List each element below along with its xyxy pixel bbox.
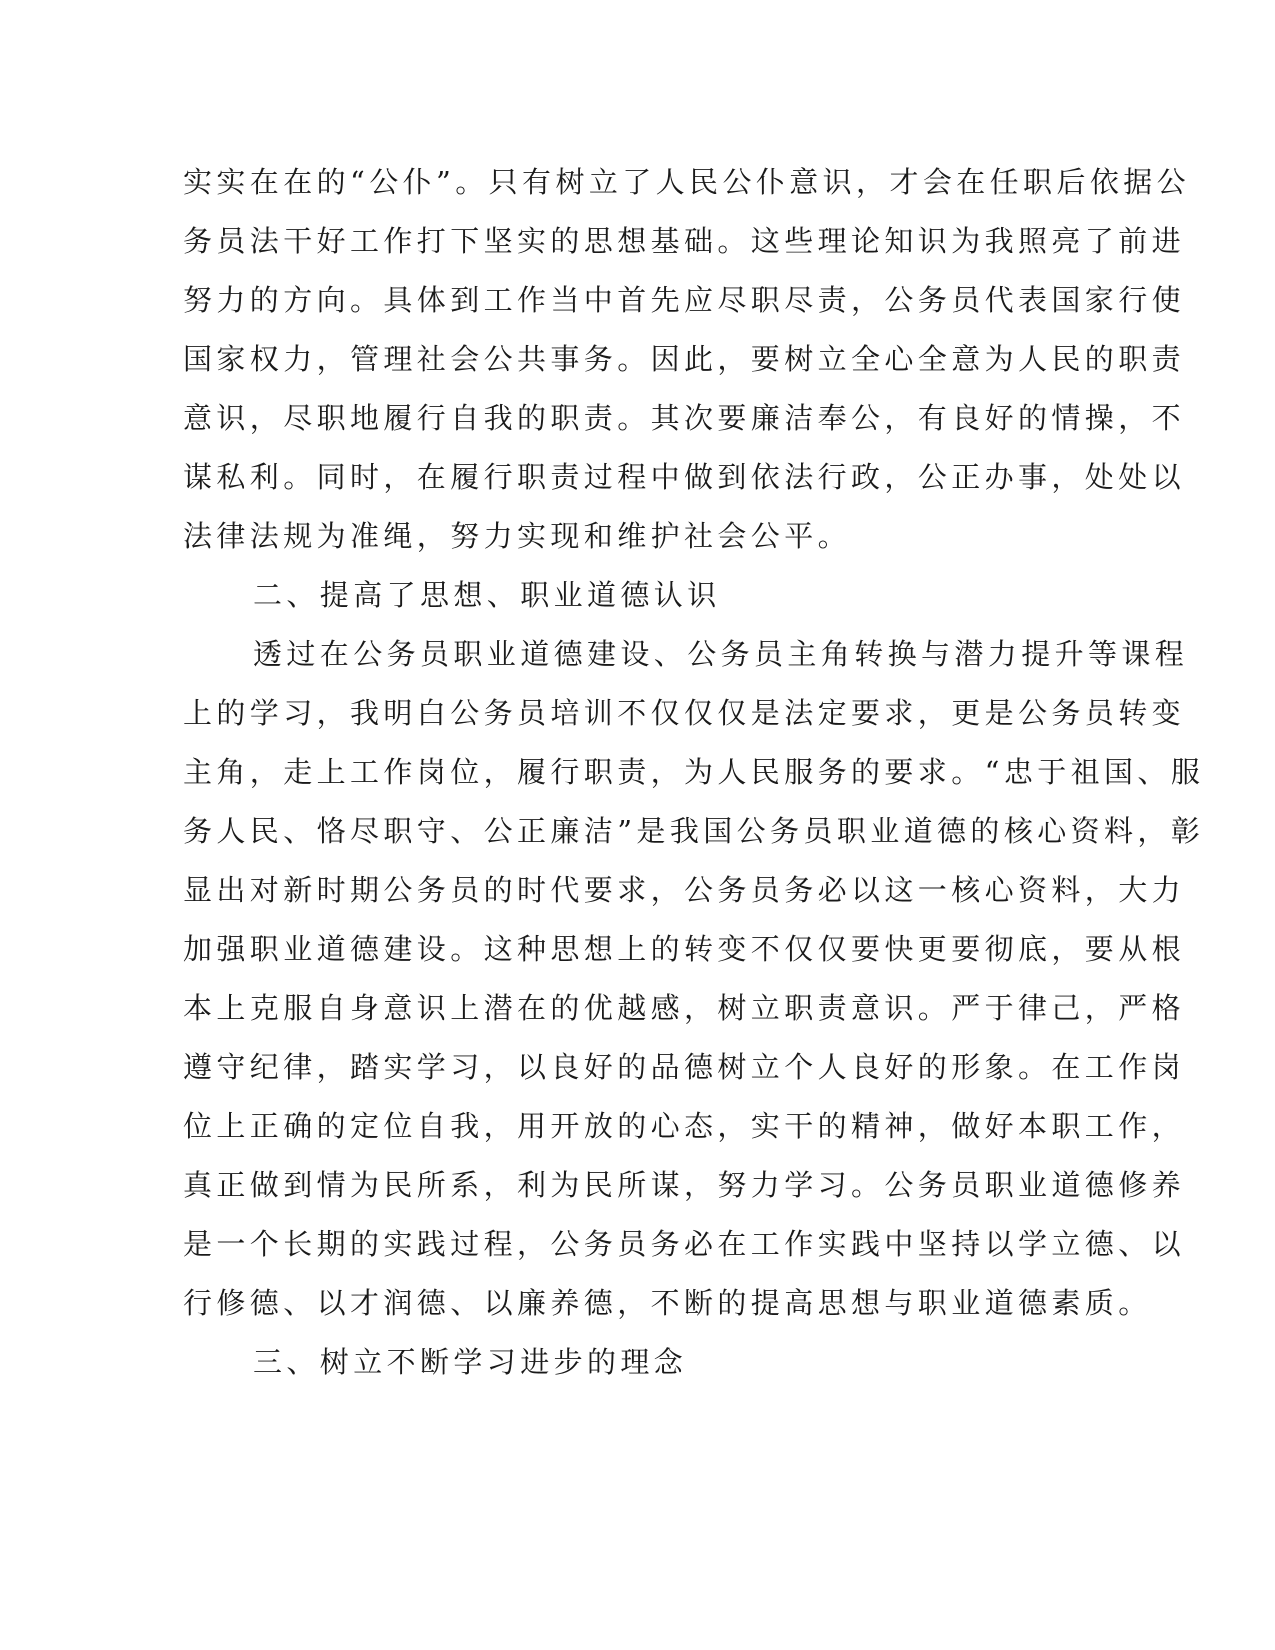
paragraph-line: 行修德、以才润德、以廉养德，不断的提高思想与职业道德素质。 (183, 1286, 1152, 1320)
paragraph-line: 实实在在的“公仆”。只有树立了人民公仆意识，才会在任职后依据公 (183, 165, 1191, 199)
paragraph-line: 是一个长期的实践过程，公务员务必在工作实践中坚持以学立德、以 (183, 1227, 1186, 1261)
section-heading-2: 二、提高了思想、职业道德认识 (253, 578, 721, 612)
paragraph-line: 遵守纪律，踏实学习，以良好的品德树立个人良好的形象。在工作岗 (183, 1050, 1186, 1084)
paragraph-line: 务人民、恪尽职守、公正廉洁”是我国公务员职业道德的核心资料，彰 (183, 814, 1205, 848)
paragraph-line: 真正做到情为民所系，利为民所谋，努力学习。公务员职业道德修养 (183, 1168, 1186, 1202)
paragraph-line: 务员法干好工作打下坚实的思想基础。这些理论知识为我照亮了前进 (183, 224, 1186, 258)
paragraph-line: 主角，走上工作岗位，履行职责，为人民服务的要求。“忠于祖国、服 (183, 755, 1205, 789)
paragraph-line: 法律法规为准绳，努力实现和维护社会公平。 (183, 519, 852, 553)
paragraph-line: 显出对新时期公务员的时代要求，公务员务必以这一核心资料，大力 (183, 873, 1186, 907)
paragraph-line: 国家权力，管理社会公共事务。因此，要树立全心全意为人民的职责 (183, 342, 1186, 376)
paragraph-line: 意识，尽职地履行自我的职责。其次要廉洁奉公，有良好的情操，不 (183, 401, 1186, 435)
paragraph-line: 谋私利。同时，在履行职责过程中做到依法行政，公正办事，处处以 (183, 460, 1186, 494)
paragraph-line: 本上克服自身意识上潜在的优越感，树立职责意识。严于律己，严格 (183, 991, 1186, 1025)
paragraph-line: 位上正确的定位自我，用开放的心态，实干的精神，做好本职工作， (183, 1109, 1186, 1143)
paragraph-line: 努力的方向。具体到工作当中首先应尽职尽责，公务员代表国家行使 (183, 283, 1186, 317)
paragraph-line: 加强职业道德建设。这种思想上的转变不仅仅要快更要彻底，要从根 (183, 932, 1186, 966)
paragraph-line: 上的学习，我明白公务员培训不仅仅仅是法定要求，更是公务员转变 (183, 696, 1186, 730)
section-heading-3: 三、树立不断学习进步的理念 (253, 1345, 688, 1379)
paragraph-first-line: 透过在公务员职业道德建设、公务员主角转换与潜力提升等课程 (253, 637, 1189, 671)
